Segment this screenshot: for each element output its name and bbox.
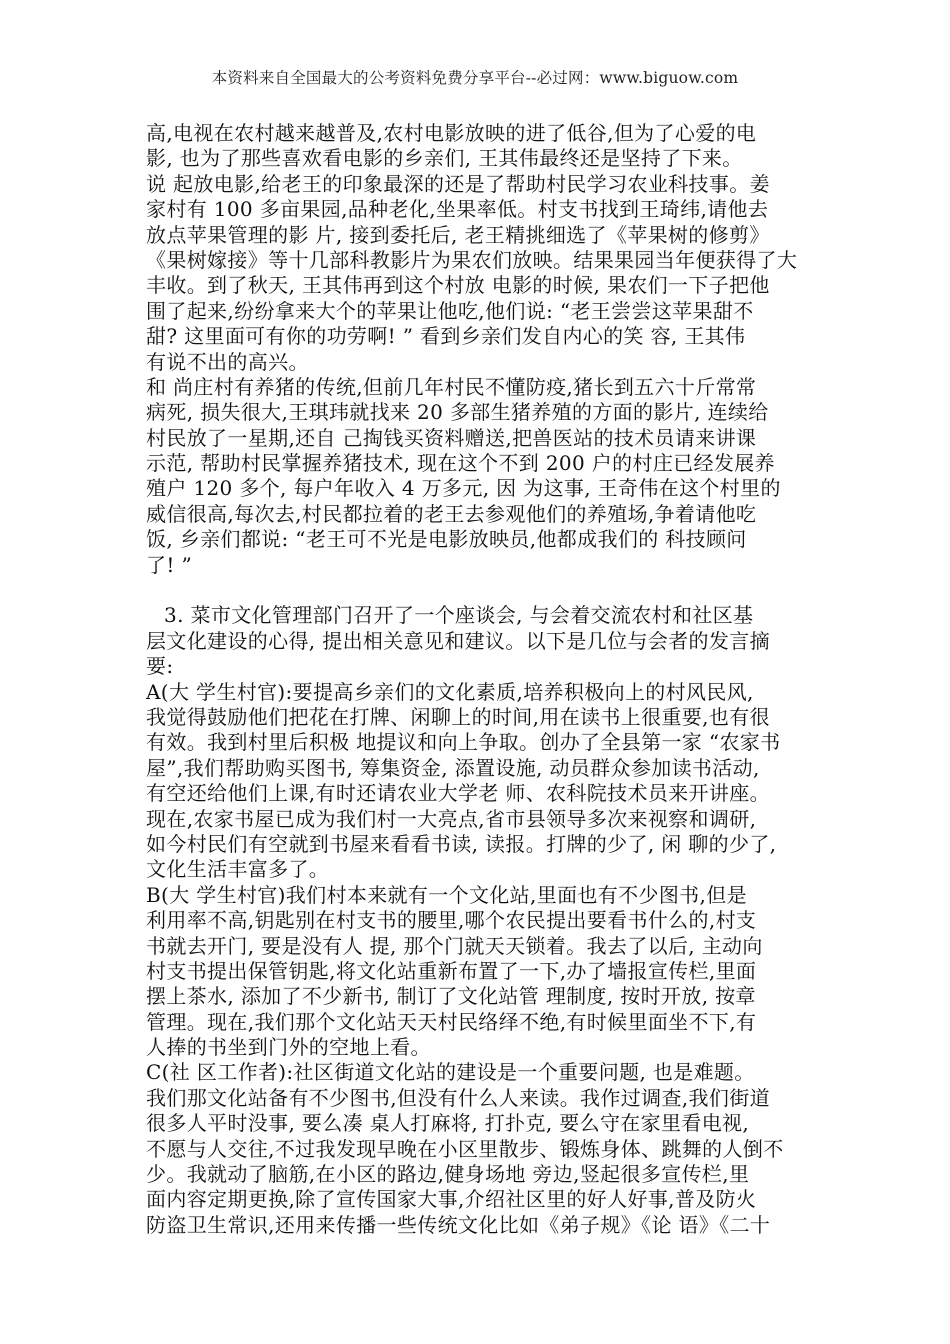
text-line: 威信很高,每次去,村民都拉着的老王去参观他们的养殖场,争着请他吃	[146, 501, 757, 526]
text-line: 了! ”	[146, 552, 193, 577]
text-line: 要:	[146, 654, 174, 679]
text-line: C(社 区工作者):社区街道文化站的建设是一个重要问题, 也是难题。	[146, 1060, 755, 1085]
text-line: 防盗卫生常识,还用来传播一些传统文化比如《弟子规》《论 语》《二十	[146, 1212, 771, 1237]
text-line: 我觉得鼓励他们把花在打牌、闲聊上的时间,用在读书上很重要,也有很	[146, 704, 770, 729]
text-line: 管理。现在,我们那个文化站天天村民络绎不绝,有时候里面坐不下,有	[146, 1009, 757, 1034]
text-line: 书就去开门, 要是没有人 提, 那个门就天天锁着。我去了以后, 主动向	[146, 933, 763, 958]
text-line: A(大 学生村官):要提高乡亲们的文化素质,培养积极向上的村风民风,	[146, 679, 754, 704]
text-line: 层文化建设的心得, 提出相关意见和建议。以下是几位与会者的发言摘	[146, 628, 770, 653]
text-line: 文化生活丰富多了。	[146, 857, 330, 882]
text-line: 影, 也为了那些喜欢看电影的乡亲们, 王其伟最终还是坚持了下来。	[146, 146, 743, 171]
text-line: 摆上茶水, 添加了不少新书, 制订了文化站管 理制度, 按时开放, 按章	[146, 984, 756, 1009]
text-line: 很多人平时没事, 要么凑 桌人打麻将, 打扑克, 要么守在家里看电视,	[146, 1111, 750, 1136]
page-header: 本资料来自全国最大的公考资料免费分享平台--必过网：www.biguow.com	[211, 69, 739, 87]
text-line: 示范, 帮助村民掌握养猪技术, 现在这个不到 200 户的村庄已经发展养	[146, 451, 775, 476]
text-line: 村支书提出保管钥匙,将文化站重新布置了一下,办了墙报宣传栏,里面	[146, 958, 757, 983]
text-line: 屋”,我们帮助购买图书, 筹集资金, 添置设施, 动员群众参加读书活动,	[146, 755, 760, 780]
text-line: 现在,农家书屋已成为我们村一大亮点,省市县领导多次来视察和调研,	[146, 806, 757, 831]
text-line: 围了起来,纷纷拿来大个的苹果让他吃,他们说: “老王尝尝这苹果甜不	[146, 298, 754, 323]
text-line: 有效。我到村里后积极 地提议和向上争取。创办了全县第一家 “农家书	[146, 730, 781, 755]
text-line: 有说不出的高兴。	[146, 349, 309, 374]
text-line: 和 尚庄村有养猪的传统,但前几年村民不懂防疫,猪长到五六十斤常常	[146, 374, 757, 399]
text-line: 我们那文化站备有不少图书,但没有什么人来读。我作过调查,我们街道	[146, 1085, 770, 1110]
text-line: 殖户 120 多个, 每户年收入 4 万多元, 因 为这事, 王奇伟在这个村里的	[146, 476, 781, 501]
text-line: 家村有 100 多亩果园,品种老化,坐果率低。村支书找到王琦纬,请他去	[146, 197, 769, 222]
text-line: 放点苹果管理的影 片, 接到委托后, 老王精挑细选了《苹果树的修剪》	[146, 222, 770, 247]
text-line: 利用率不高,钥匙别在村支书的腰里,哪个农民提出要看书什么的,村支	[146, 908, 757, 933]
text-line: 说 起放电影,给老王的印象最深的还是了帮助村民学习农业科技事。姜	[146, 171, 770, 196]
section-heading-line: 3. 菜市文化管理部门召开了一个座谈会, 与会着交流农村和社区基	[164, 603, 754, 628]
text-line: 高,电视在农村越来越普及,农村电影放映的进了低谷,但为了心爱的电	[146, 121, 757, 145]
text-line: 面内容定期更换,除了宣传国家大事,介绍社区里的好人好事,普及防火	[146, 1187, 757, 1212]
text-line: 甜? 这里面可有你的功劳啊! ” 看到乡亲们发自内心的笑 容, 王其伟	[146, 324, 746, 349]
document-body	[146, 121, 818, 1238]
text-line: 《果树嫁接》等十几部科教影片为果农们放映。结果果园当年便获得了大	[146, 247, 798, 272]
text-line: 病死, 损失很大,王琪玮就找来 20 多部生猪养殖的方面的影片, 连续给	[146, 400, 769, 425]
text-line: 少。我就动了脑筋,在小区的路边,健身场地 旁边,竖起很多宣传栏,里	[146, 1162, 750, 1187]
text-line: 人捧的书坐到门外的空地上看。	[146, 1035, 431, 1060]
text-line: 饭, 乡亲们都说: “老王可不光是电影放映员,他都成我们的 科技顾问	[146, 527, 747, 552]
text-line: 村民放了一星期,还自 己掏钱买资料赠送,把兽医站的技术员请来讲课	[146, 425, 757, 450]
text-line: 丰收。到了秋天, 王其伟再到这个村放 电影的时候, 果农们一下子把他	[146, 273, 770, 298]
text-line: B(大 学生村官)我们村本来就有一个文化站,里面也有不少图书,但是	[146, 882, 747, 907]
text-line: 有空还给他们上课,有时还请农业大学老 师、农科院技术员来开讲座。	[146, 781, 770, 806]
text-line: 如今村民们有空就到书屋来看看书读, 读报。打牌的少了, 闲 聊的少了,	[146, 831, 777, 856]
text-line: 不愿与人交往,不过我发现早晚在小区里散步、锻炼身体、跳舞的人倒不	[146, 1136, 784, 1161]
paragraph-gap	[146, 578, 818, 603]
